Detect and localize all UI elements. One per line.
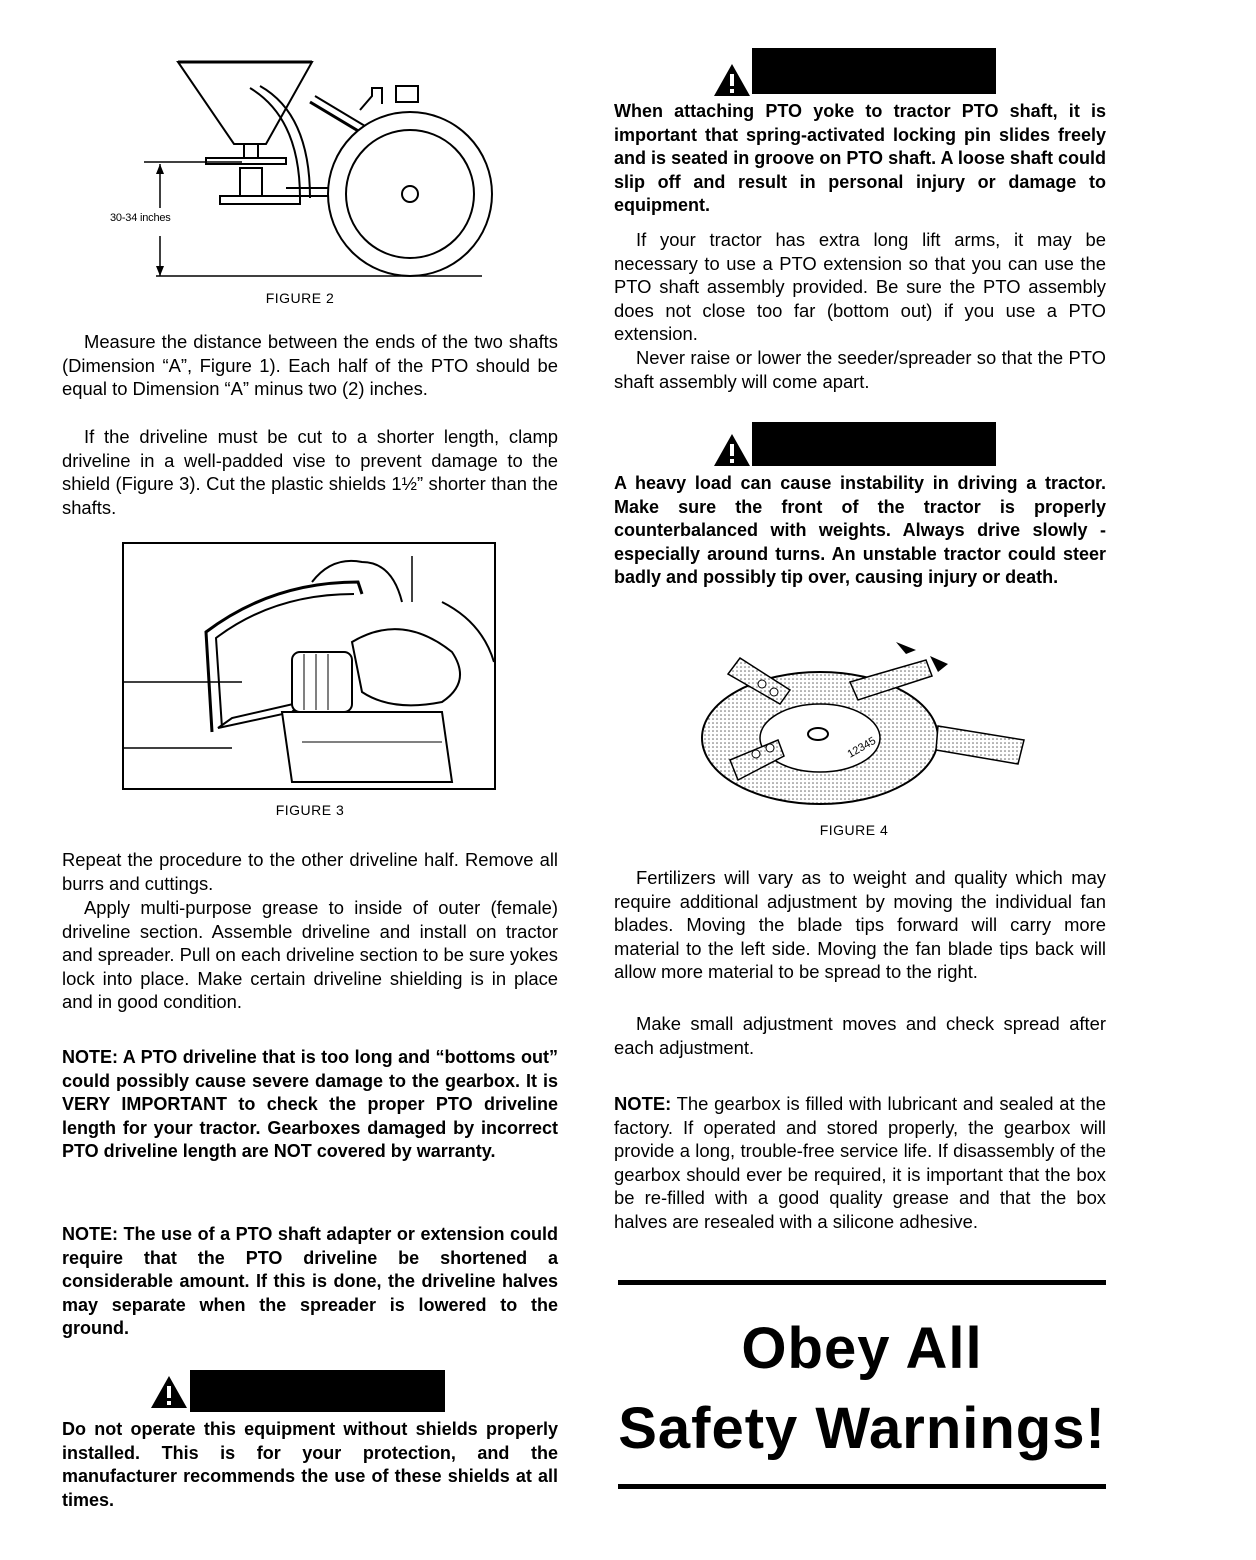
spreader-drawing [110,48,530,288]
warning-shields [62,1418,558,1512]
warning-pto-yoke [614,100,1106,218]
warning-shields-text: Do not operate this equipment without shields properly installed. This is for your protection, and the manufacturer recommends the use of these shields at all times. [62,1419,558,1510]
note-driveline-length [62,1046,558,1164]
fan-disc-drawing [700,630,1040,810]
note-gearbox-text: The gearbox is filled with lubricant and sealed at the factory. If operated and stored properly, the gearbox will provide a long, trouble-free service life. If disassembly of the gearbox should ever be required, it is important that the box be re-filled with a good quality grease and that the box halves are resealed with a silicone adhesive. [614,1093,1106,1232]
svg-text:12345: 12345 [845,734,878,761]
warning-banner-bar [190,1370,445,1412]
dimension-label: 30-34 inches [110,212,171,224]
left-paragraph-measure: Measure the distance between the ends of the two shafts (Dimension “A”, Figure 1). Each half of the PTO should be equal to Dimension “A” minus two (2) inches. [62,331,558,400]
slogan-line-2: Safety Warnings! [618,1396,1106,1461]
bottom-rule [618,1484,1106,1489]
warning-triangle-icon [712,62,752,103]
warning-heavy-load [614,472,1106,590]
figure-4-caption: FIGURE 4 [819,822,889,838]
note-shaft-adapter-text: NOTE: The use of a PTO shaft adapter or extension could require that the PTO driveline be shortened a considerable amount. If this is done, the driveline halves may separate when the spreader is lowered to the ground. [62,1224,558,1339]
warning-banner-bar [752,48,996,94]
left-paragraph-grease: Apply multi-purpose grease to inside of outer (female) driveline section. Assemble driveline and install on tractor and spreader. Pull on each driveline section to be sure yokes lock into place. Make certain driveline shielding is in place and in good condition. [62,897,558,1013]
warning-banner-bar [752,422,996,466]
note-shaft-adapter [62,1223,558,1341]
right-paragraph-fertilizers: Fertilizers will vary as to weight and quality which may require additional adjustment by moving the individual fan blades. Moving the blade tips forward will carry more material to the left side. Moving the fan blade tips back will allow more material to be spread to the right. [614,867,1106,983]
left-paragraph-repeat: Repeat the procedure to the other driveline half. Remove all burrs and cuttings. [62,849,558,894]
warning-heavy-load-text: A heavy load can cause instability in driving a tractor. Make sure the front of the tractor is properly counterbalanced with weights. Always drive slowly - especially around turns. An unstable tractor could steer badly and possibly tip over, causing injury or death. [614,473,1106,588]
hacksaw-drawing [122,542,496,790]
left-paragraph-cut: If the driveline must be cut to a shorter length, clamp driveline in a well-padded vise to prevent damage to the shield (Figure 3). Cut the plastic shields 1½” shorter than the shafts. [62,426,558,518]
figure-3-hacksaw-photo [122,542,496,790]
slogan-line-1: Obey All [741,1316,983,1381]
figure-2-caption: FIGURE 2 [265,290,335,306]
figure-2-spreader-diagram [110,48,530,288]
warning-triangle-icon [712,432,752,473]
warning-pto-yoke-text: When attaching PTO yoke to tractor PTO shaft, it is important that spring-activated locking pin slides freely and is seated in groove on PTO shaft. A loose shaft could slip off and result in personal injury or damage to equipment. [614,101,1106,216]
top-rule [618,1280,1106,1285]
figure-4-fan-blade-disc [700,630,1040,810]
right-note-gearbox [614,1092,1106,1234]
note-label: NOTE: [614,1093,672,1114]
right-paragraph-never-raise: Never raise or lower the seeder/spreader so that the PTO shaft assembly will come apart. [614,347,1106,392]
right-paragraph-extension: If your tractor has extra long lift arms, it may be necessary to use a PTO extension so that you can use the PTO shaft assembly provided. Be sure the PTO assembly does not close too far (bottom out) if you use a PTO extension. [614,229,1106,345]
warning-triangle-icon [149,1374,189,1415]
note-driveline-length-text: NOTE: A PTO driveline that is too long and “bottoms out” could possibly cause severe damage to the gearbox. It is VERY IMPORTANT to check the proper PTO driveline length for your tractor. Gearboxes damaged by incorrect PTO driveline length are NOT covered by warranty. [62,1047,558,1162]
figure-3-caption: FIGURE 3 [275,802,345,818]
right-paragraph-small-adjustment: Make small adjustment moves and check spread after each adjustment. [614,1013,1106,1058]
